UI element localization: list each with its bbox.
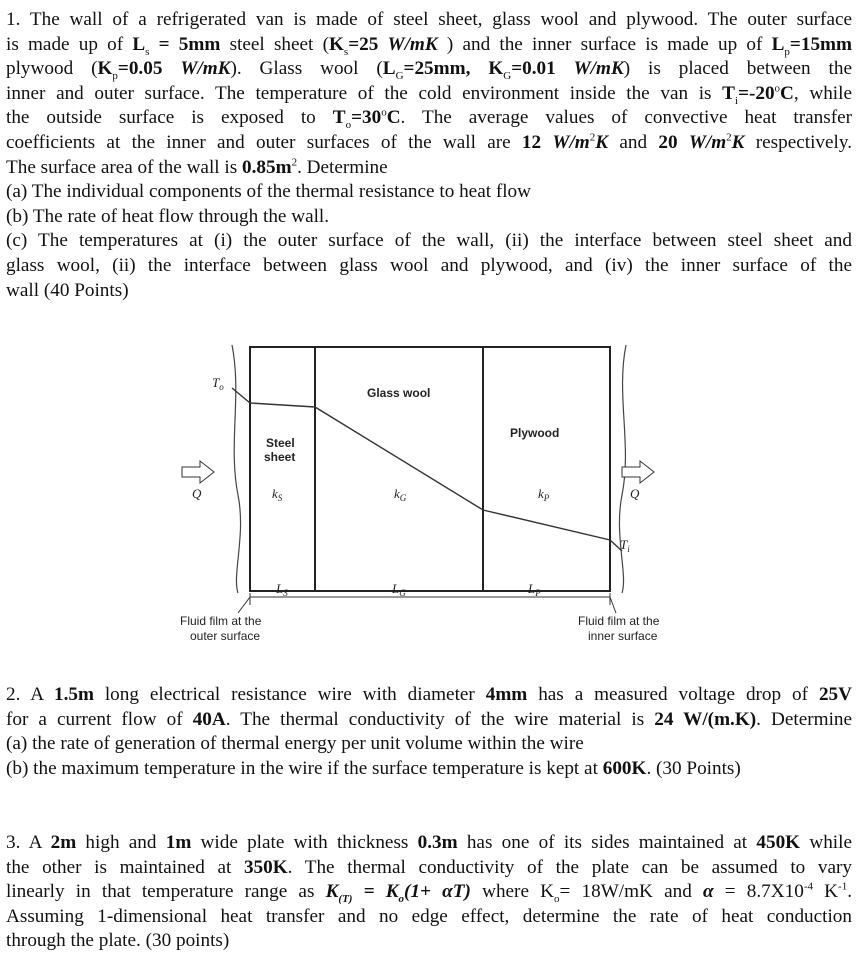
label-outer-film-2: outer surface xyxy=(190,629,261,643)
label-steel: Steel xyxy=(266,436,295,450)
q1-line: inner and outer surface. The temperature of the cold environment inside the van is $T_i=-20^oC$, while xyxy=(6,82,852,107)
q1-line: (c) The temperatures at (i) the outer surface of the wall, (ii) the interface between steel sheet and xyxy=(6,230,852,252)
label-q-right: Q xyxy=(630,486,640,501)
label-outer-film-1: Fluid film at the xyxy=(180,614,262,628)
temperature-profile xyxy=(232,388,622,551)
label-lp: $L_P$ xyxy=(528,581,541,598)
q3-line: linearly in that temperature range as $K_{(T)} = K_o(1+ \alpha T)$ where $K_o= 18W/mK$ and $\alpha = 8.7X10^{-4}$ $K^{-1}$. xyxy=(6,880,853,906)
q2-line: for a current flow of 40A. The thermal conductivity of the wire material is 24 W/(m.K). Determine xyxy=(6,708,853,730)
heat-flow-arrow-icon xyxy=(622,461,654,483)
q3-line: the other is maintained at 350K. The thermal conductivity of the plate can be assumed to vary xyxy=(6,856,852,878)
leader-line xyxy=(610,597,616,613)
q1-line: glass wool, (ii) the interface between glass wool and plywood, and (iv) the inner surface of the xyxy=(6,254,852,276)
outer-fluid-film-boundary xyxy=(232,345,241,593)
label-kg: $k_G$ xyxy=(394,486,407,503)
label-ls: $L_S$ xyxy=(276,581,288,598)
heat-flow-arrow-icon xyxy=(182,461,214,483)
q1-line: the outside surface is exposed to $T_o=30^oC$. The average values of convective heat transfer xyxy=(6,106,852,132)
label-inner-film-1: Fluid film at the xyxy=(578,614,660,628)
label-plywood: Plywood xyxy=(510,426,560,440)
wall-diagram xyxy=(170,335,710,655)
label-sheet: sheet xyxy=(264,450,296,464)
label-inner-film-2: inner surface xyxy=(588,629,658,643)
question-1 xyxy=(6,8,852,303)
q1-line: (a) The individual components of the thermal resistance to heat flow xyxy=(6,181,532,203)
q3-line: through the plate. (30 points) xyxy=(6,930,230,952)
q1-line: The surface area of the wall is $0.85m^2$. Determine xyxy=(6,156,388,178)
q3-line: Assuming 1-dimensional heat transfer and no edge effect, determine the rate of heat conduction xyxy=(6,905,852,927)
label-lg: $L_G$ xyxy=(392,581,406,598)
leader-line xyxy=(238,597,250,613)
q1-line: is made up of $L_s = 5mm$ steel sheet ($K_s=25$ W/mK ) and the inner surface is made up of $L_p=15mm$ xyxy=(6,33,853,58)
wall-outline xyxy=(250,347,610,591)
q2-line: (b) the maximum temperature in the wire if the surface temperature is kept at 600K. (30 Points) xyxy=(6,757,741,779)
q1-line: wall (40 Points) xyxy=(6,279,129,301)
q2-line: 2. A 1.5m long electrical resistance wire with diameter 4mm has a measured voltage drop of 25V xyxy=(6,684,852,705)
question-2 xyxy=(6,683,852,781)
q1-line: coefficients at the inner and outer surfaces of the wall are 12 $W/m^2K$ and 20 $W/m^2K$ respectively. xyxy=(6,131,853,153)
q1-line: 1. The wall of a refrigerated van is made of steel sheet, glass wool and plywood. The outer surface xyxy=(6,9,852,30)
label-to: $T_o$ xyxy=(212,375,224,392)
label-glass-wool: Glass wool xyxy=(367,386,431,400)
q2-line: (a) the rate of generation of thermal energy per unit volume within the wire xyxy=(6,733,584,755)
q3-line: 3. A 2m high and 1m wide plate with thickness 0.3m has one of its sides maintained at 450K while xyxy=(6,832,852,853)
label-kp: $k_P$ xyxy=(538,486,550,503)
q1-line: (b) The rate of heat flow through the wall. xyxy=(6,205,330,227)
q1-line: plywood ($K_p=0.05$ W/mK). Glass wool ($L_G=25mm$, $K_G=0.01$ W/mK) is placed between the xyxy=(6,58,853,83)
label-ks: $k_S$ xyxy=(272,486,283,503)
label-ti: $T_i$ xyxy=(620,537,630,554)
question-3 xyxy=(6,831,852,954)
label-q-left: Q xyxy=(192,486,202,501)
